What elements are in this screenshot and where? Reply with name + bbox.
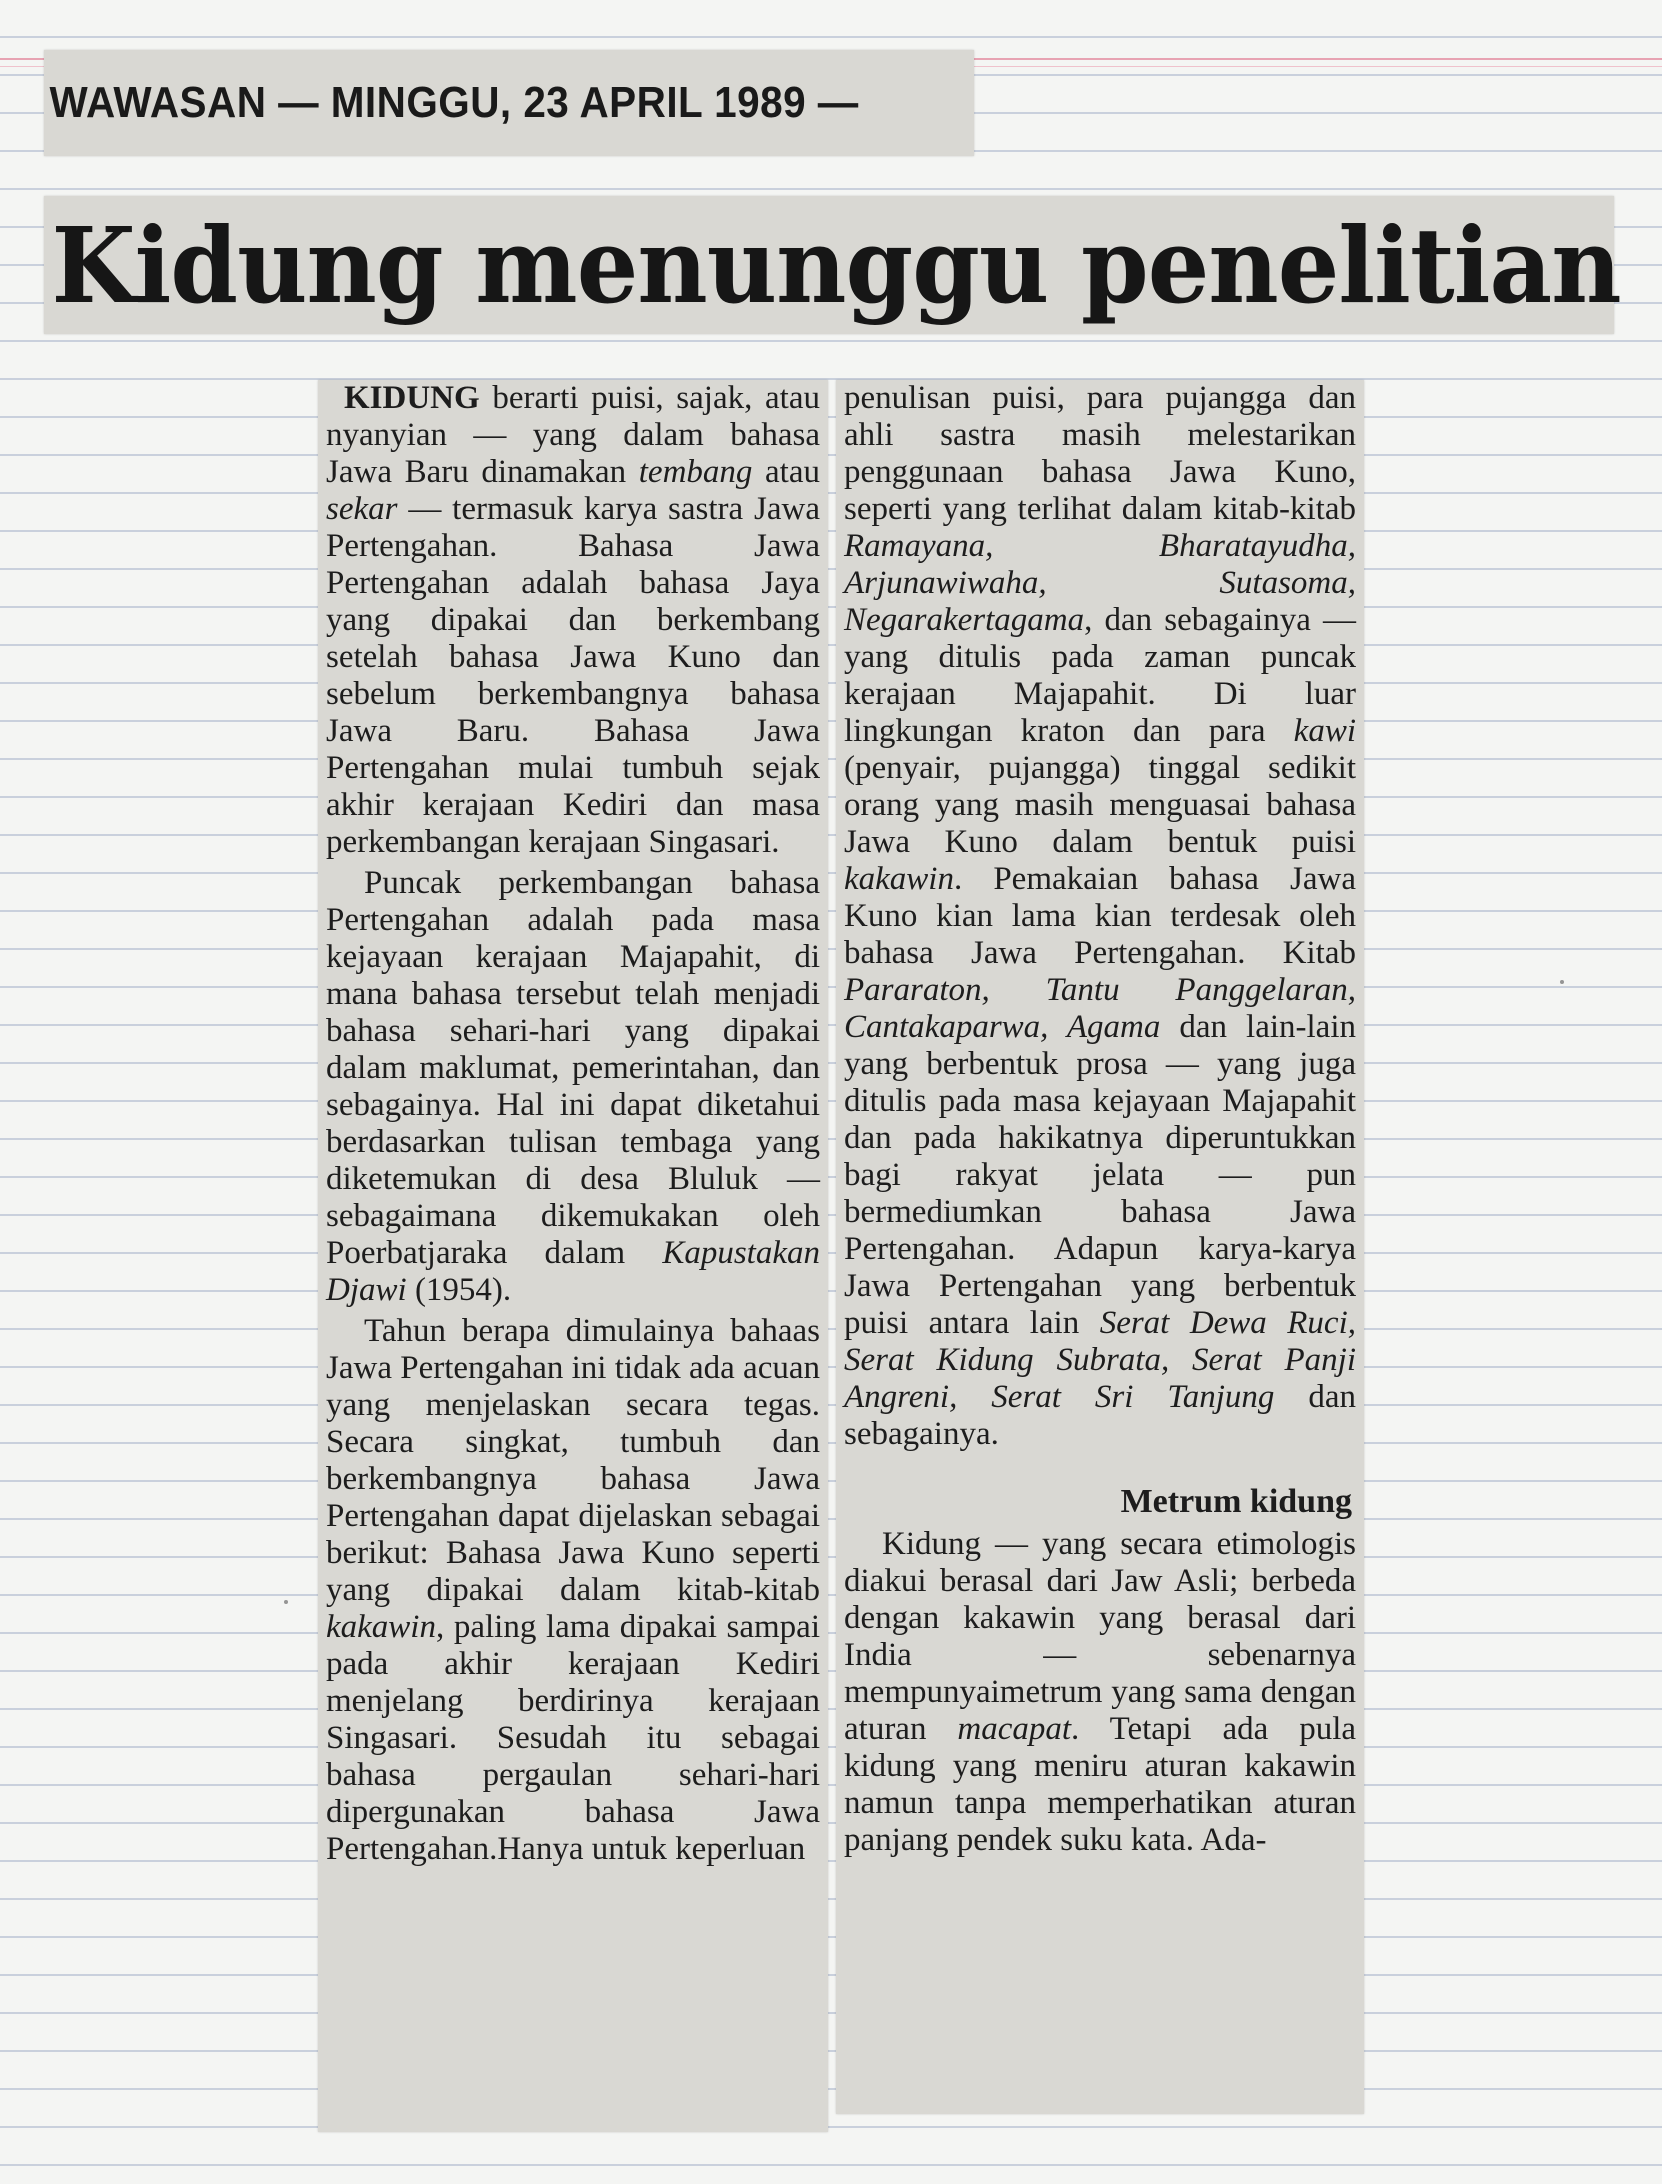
italic-term: Ramayana, Bharatayudha, Arjunawiwaha, Sutasoma, Negarakertagama — [844, 528, 1356, 638]
section-subheading: Metrum kidung — [1120, 1483, 1352, 1520]
masthead-text: WAWASAN — MINGGU, 23 APRIL 1989 — — [49, 78, 859, 127]
text-span: , dan sebagainya — yang ditulis pada zaman puncak kerajaan Majapahit. Di luar lingkungan kraton dan para — [844, 602, 1356, 749]
article-column-2 — [836, 380, 1364, 2114]
text-span: berarti puisi, sajak, atau nyanyian — yang dalam bahasa Jawa Baru dinamakan — [326, 380, 820, 490]
text-span: , paling lama dipakai sampai pada akhir kerajaan Kediri menjelang berdirinya kerajaan Singasari. Sesudah itu sebagai bahasa pergaulan sehari-hari dipergunakan bahasa Jawa Pertengahan.Hanya untuk keperluan — [326, 1609, 820, 1867]
text-span: (penyair, pujangga) tinggal sedikit orang yang masih menguasai bahasa Jawa Kuno dalam bentuk puisi — [844, 750, 1356, 860]
italic-term: kawi — [1293, 713, 1356, 749]
text-span: dan sebagainya. — [844, 1379, 1356, 1452]
italic-term: kakawin — [844, 861, 954, 897]
column-2-paragraph-1 — [844, 380, 1356, 1453]
column-1-paragraph-2 — [326, 865, 820, 1309]
italic-term: kakawin — [326, 1609, 436, 1645]
text-span: dan lain-lain yang berbentuk prosa — yang juga ditulis pada masa kejayaan Majapahit dan pada hakikatnya diperuntukkan bagi rakyat jelata — pun bermediumkan bahasa Jawa Pertengahan. Adapun karya-karya Jawa Pertengahan yang berbentuk puisi antara lain — [844, 1009, 1356, 1341]
text-span: — termasuk karya sastra Jawa Pertengahan. Bahasa Jawa Pertengahan adalah bahasa Jaya yang dipakai dan berkembang setelah bahasa Jawa Kuno dan sebelum berkembangnya bahasa Jawa Baru. Bahasa Jawa Pertengahan mulai tumbuh sejak akhir kerajaan Kediri dan masa perkembangan kerajaan Singasari. — [326, 491, 820, 860]
text-span: Kidung — yang secara etimologis diakui berasal dari Jaw Asli; berbeda dengan kakawin yang berasal dari India — sebenarnya mempunyaimetrum yang sama dengan aturan — [844, 1526, 1356, 1747]
italic-term: macapat — [957, 1711, 1072, 1747]
lead-word: KIDUNG — [344, 380, 480, 416]
text-span: Puncak perkembangan bahasa Pertengahan adalah pada masa kejayaan kerajaan Majapahit, di mana bahasa tersebut telah menjadi bahasa sehari-hari yang dipakai dalam maklumat, pemerintahan, dan sebagainya. Hal ini dapat diketahui berdasarkan tulisan tembaga yang diketemukan di desa Bluluk — sebagaimana dikemukakan oleh Poerbatjaraka dalam — [326, 865, 820, 1271]
text-span: Tahun berapa dimulainya bahaas Jawa Pertengahan ini tidak ada acuan yang menjelaskan secara tegas. Secara singkat, tumbuh dan berkembangnya bahasa Jawa Pertengahan dapat dijelaskan sebagai berikut: Bahasa Jawa Kuno seperti yang dipakai dalam kitab-kitab — [326, 1313, 820, 1608]
italic-term: sekar — [326, 491, 398, 527]
column-2-paragraph-2 — [844, 1526, 1356, 1859]
masthead-clipping — [44, 50, 974, 156]
text-span: penulisan puisi, para pujangga dan ahli sastra masih melestarikan penggunaan bahasa Jawa Kuno, seperti yang terlihat dalam kitab-kitab — [844, 380, 1356, 527]
headline-clipping — [44, 196, 1621, 334]
text-span: (1954). — [406, 1272, 512, 1308]
text-span: . Tetapi ada pula kidung yang meniru aturan kakawin namun tanpa memperhatikan aturan panjang pendek suku kata. Ada- — [844, 1711, 1357, 1858]
column-1-paragraph-1 — [326, 380, 820, 861]
paper-speck — [284, 1600, 288, 1604]
italic-term: Pararaton, Tantu Panggelaran, Cantakaparwa, Agama — [844, 972, 1356, 1045]
italic-term: Serat Dewa Ruci, Serat Kidung Subrata, Serat Panji Angreni, Serat Sri Tanjung — [844, 1305, 1357, 1415]
italic-term: Kapustakan Djawi — [326, 1235, 820, 1308]
article-column-1 — [318, 380, 828, 2132]
article-headline: Kidung menunggu penelitian — [51, 203, 1621, 327]
paper-speck — [1560, 980, 1564, 984]
text-span: . Pemakaian bahasa Jawa Kuno kian lama kian terdesak oleh bahasa Jawa Pertengahan. Kitab — [844, 861, 1356, 971]
text-span: atau — [752, 454, 820, 490]
italic-term: tembang — [638, 454, 753, 490]
column-1-paragraph-3 — [326, 1313, 820, 1868]
